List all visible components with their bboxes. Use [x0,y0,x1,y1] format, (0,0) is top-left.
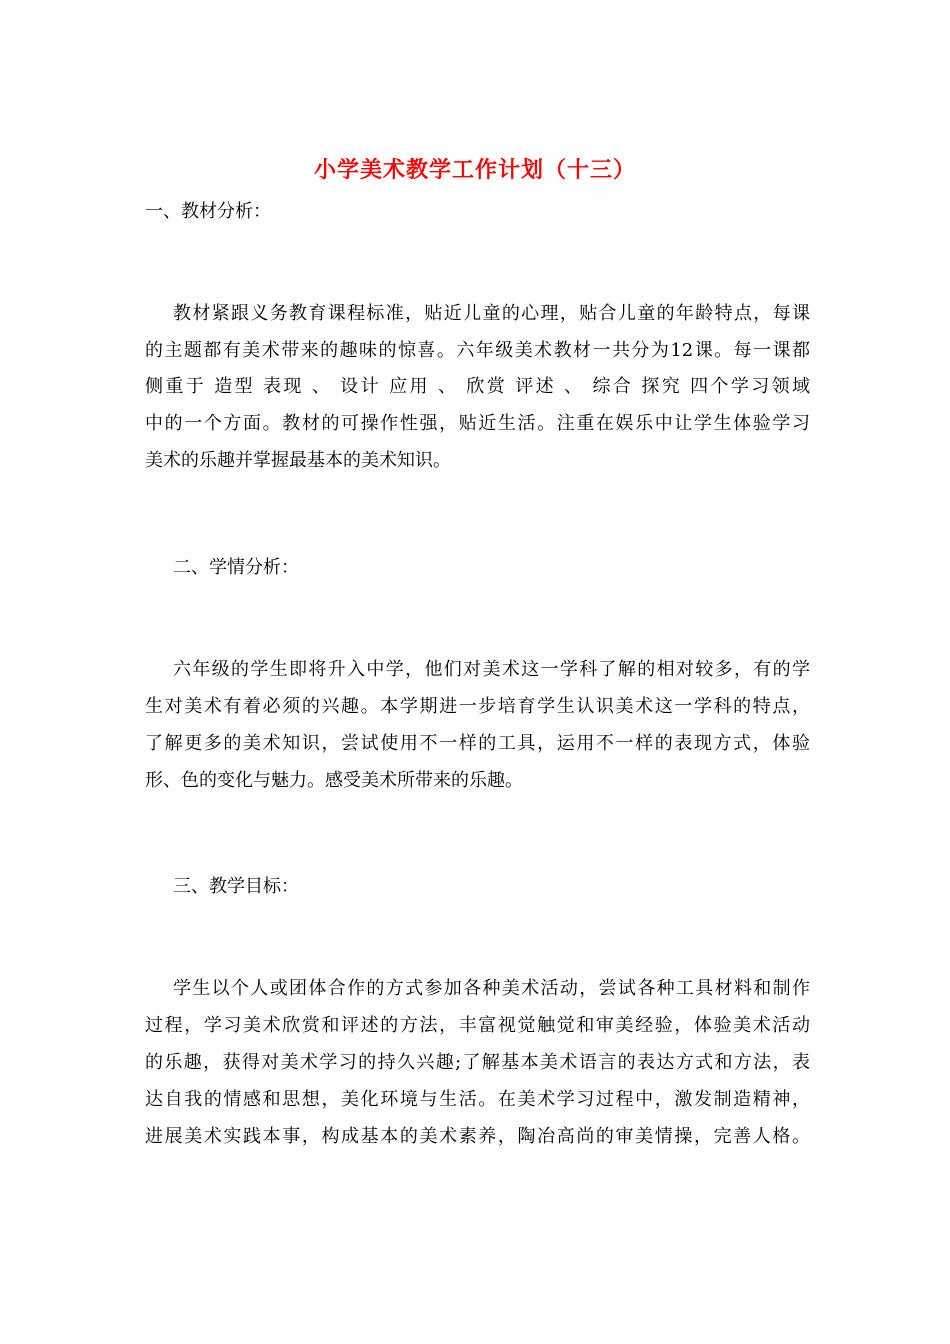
paragraph-line: 教材紧跟义务教育课程标准，贴近儿童的心理，贴合儿童的年龄特点，每课 [173,303,810,324]
paragraph-line: 了解更多的美术知识，尝试使用不一样的工具，运用不一样的表现方式，体验 [145,733,810,754]
paragraph-line: 美术的乐趣并掌握最基本的美术知识。 [145,450,451,471]
paragraph-line: 的乐趣，获得对美术学习的持久兴趣;了解基本美术语言的表达方式和方法，表 [145,1052,810,1073]
page-title: 小学美术教学工作计划（十三） [313,157,636,183]
paragraph-line: 形、色的变化与魅力。感受美术所带来的乐趣。 [145,770,523,791]
paragraph-line: 的主题都有美术带来的趣味的惊喜。六年级美术教材一共分为12课。每一课都 [145,340,810,361]
paragraph-line: 生对美术有着必须的兴趣。本学期进一步培育学生认识美术这一学科的特点， [145,696,810,717]
paragraph-line: 达自我的情感和思想，美化环境与生活。在美术学习过程中，激发制造精神， [145,1089,810,1110]
paragraph-line: 中的一个方面。教材的可操作性强，贴近生活。注重在娱乐中让学生体验学习 [145,413,810,434]
paragraph-line: 侧重于 造型 表现 、 设计 应用 、 欣赏 评述 、 综合 探究 四个学习领域 [145,376,810,397]
section-heading-materials: 一、教材分析： [145,201,271,222]
section-heading-goals: 三、教学目标： [173,876,299,897]
section-heading-students: 二、学情分析： [173,557,299,578]
paragraph-line: 进展美术实践本事，构成基本的美术素养，陶冶高尚的审美情操，完善人格。 [145,1126,810,1147]
paragraph-line: 学生以个人或团体合作的方式参加各种美术活动，尝试各种工具材料和制作 [173,978,810,999]
paragraph-line: 六年级的学生即将升入中学，他们对美术这一学科了解的相对较多，有的学 [173,659,810,680]
paragraph-line: 过程，学习美术欣赏和评述的方法，丰富视觉触觉和审美经验，体验美术活动 [145,1015,810,1036]
